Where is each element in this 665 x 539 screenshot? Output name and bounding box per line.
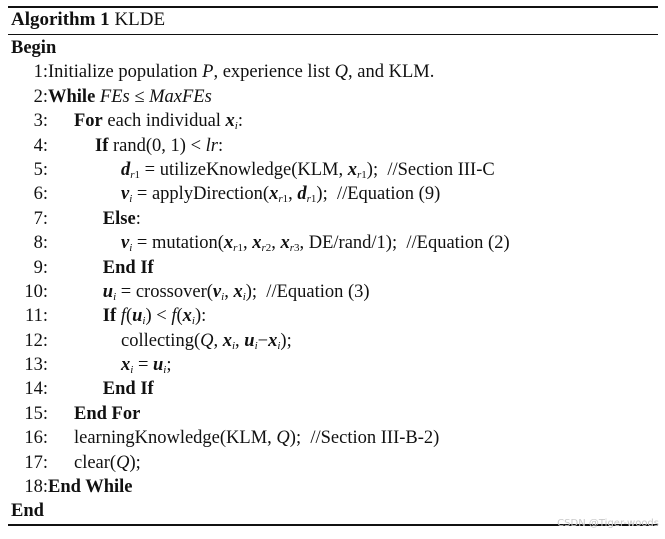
line-code: While FEs ≤ MaxFEs: [48, 86, 212, 107]
algorithm-line: [8, 85, 658, 109]
line-code: $v_i$ = $mutation(x_{r1}$, $x_{r2}$, $x_{r3}$, DE/rand/1); //Equation (2): [121, 233, 510, 255]
line-code: Initialize population P, experience list Q, and KLM.: [48, 62, 435, 83]
line-code: End: [11, 501, 44, 522]
algorithm-line: [8, 377, 658, 401]
algorithm-line: [8, 182, 658, 206]
algorithm-caption: [8, 8, 658, 32]
watermark: CSDN @Tiger-woods: [557, 518, 659, 529]
line-number: 12:: [24, 330, 48, 351]
line-number: 16:: [24, 428, 48, 449]
line-number: 9:: [33, 257, 48, 278]
algorithm-lines: [8, 35, 658, 524]
line-code: collecting(Q, $x_i$, $u_i-x_i$);: [121, 330, 292, 352]
line-code: End If: [102, 379, 154, 400]
line-number: 14:: [24, 379, 48, 400]
algorithm-line: [8, 475, 658, 499]
line-code: If rand(0, 1) < lr:: [95, 135, 224, 156]
algorithm-line: [8, 280, 658, 304]
line-number: 17:: [24, 452, 48, 473]
line-code: $d_{r1}$ = utilizeKnowledge(KLM, $x_{r1}$); //Section III-C: [121, 159, 495, 181]
line-code: End If: [102, 257, 154, 278]
line-code: End For: [74, 403, 141, 424]
line-number: 7:: [33, 208, 48, 229]
algorithm-line: [8, 402, 658, 426]
algorithm-line: [8, 329, 658, 353]
algorithm-box: [8, 6, 658, 526]
line-code: Else:: [102, 208, 141, 229]
algorithm-line: [8, 353, 658, 377]
line-number: 13:: [24, 355, 48, 376]
algorithm-line: [8, 304, 658, 328]
line-number: 15:: [24, 403, 48, 424]
algorithm-line: [8, 134, 658, 158]
algorithm-label: Algorithm 1: [11, 9, 110, 30]
algorithm-line: [8, 60, 658, 84]
algorithm-line: [8, 426, 658, 450]
line-number: 5:: [33, 159, 48, 180]
line-number: 1:: [33, 62, 48, 83]
algorithm-line: [8, 256, 658, 280]
line-code: learningKnowledge(KLM, Q); //Section III-B-2): [74, 428, 440, 449]
line-number: 2:: [33, 86, 48, 107]
line-number: 3:: [33, 111, 48, 132]
line-number: 10:: [24, 281, 48, 302]
line-number: 6:: [33, 184, 48, 205]
algorithm-line: [8, 207, 658, 231]
line-number: 11:: [25, 306, 48, 327]
line-code: End While: [48, 477, 133, 498]
algorithm-line: [8, 36, 658, 60]
algorithm-line: [8, 451, 658, 475]
line-number: 8:: [33, 233, 48, 254]
line-code: $x_i = u_i$;: [121, 355, 172, 377]
line-code: Begin: [11, 38, 57, 58]
line-code: $u_i$ = $crossover(v_i$, $x_i$); //Equation (3): [102, 281, 370, 303]
algorithm-name: KLDE: [114, 9, 166, 30]
algorithm-line: [8, 231, 658, 255]
algorithm-line: [8, 109, 658, 133]
line-code: For each individual $x_i$:: [74, 111, 243, 133]
line-code: $v_i$ = $applyDirection(x_{r1}$, $d_{r1}$); //Equation (9): [121, 184, 441, 206]
algorithm-line: [8, 158, 658, 182]
line-code: If $f(u_i) < f(x_i)$:: [102, 306, 207, 328]
line-number: 18:: [24, 477, 48, 498]
line-code: clear(Q);: [74, 452, 141, 473]
line-number: 4:: [33, 135, 48, 156]
